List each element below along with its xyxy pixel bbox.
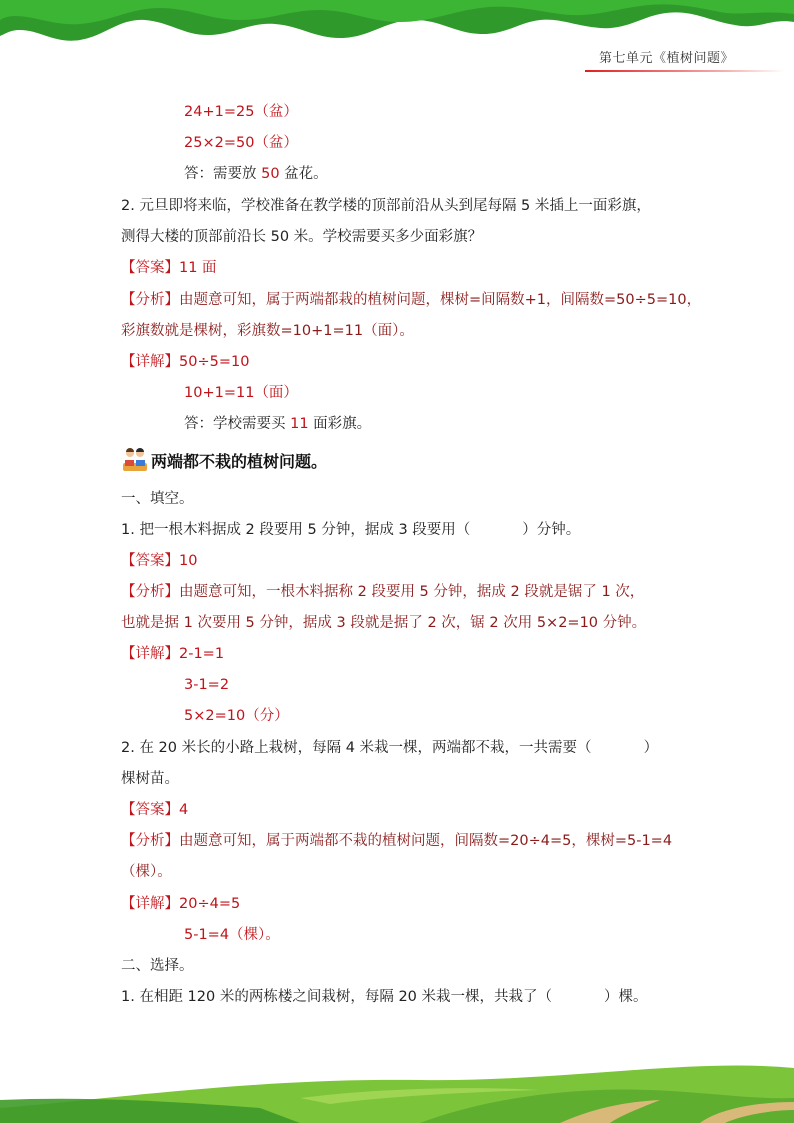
section-title: 两端都不栽的植树问题 (151, 451, 312, 471)
detail-answer: 答：学校需要买 11 面彩旗。 (184, 416, 372, 432)
detail-row: 【详解】20÷4=5 (121, 896, 241, 912)
detail-line: 5-1=4（棵）。 (184, 927, 280, 943)
header-underline (585, 70, 785, 72)
analysis-row: 【分析】由题意可知，属于两端都栽的植树问题，棵树=间隔数+1，间隔数=50÷5=10， (121, 292, 702, 308)
reading-kids-icon (121, 447, 149, 473)
detail-line: 10+1=11（面） (184, 385, 298, 401)
question-2: 2. 元旦即将来临，学校准备在教学楼的顶部前沿从头到尾每隔 5 米插上一面彩旗， (121, 198, 651, 214)
bottom-grass-decoration (0, 1038, 794, 1123)
fill-question-2-cont: 棵树苗。 (121, 771, 179, 787)
detail-line: 5×2=10（分） (184, 708, 289, 724)
choice-heading: 二、选择。 (121, 958, 194, 974)
analysis-row: 【分析】由题意可知，一根木料据称 2 段要用 5 分钟，据成 2 段就是锯了 1 次， (121, 584, 645, 600)
fill-question-2: 2. 在 20 米长的小路上栽树，每隔 4 米栽一棵，两端都不栽，一共需要（ ） (121, 740, 659, 756)
choice-question-1: 1. 在相距 120 米的两栋楼之间栽树，每隔 20 米栽一棵，共栽了（ ）棵。 (121, 989, 648, 1005)
calc-line: 24+1=25（盆） (184, 104, 298, 120)
detail-row: 【详解】2-1=1 (121, 646, 225, 662)
section-heading: 两端都不栽的植树问题 。 (121, 446, 327, 474)
question-2-cont: 测得大楼的顶部前沿长 50 米。学校需要买多少面彩旗？ (121, 229, 483, 245)
analysis-cont: 彩旗数就是棵树，彩旗数=10+1=11（面）。 (121, 323, 414, 339)
fill-heading: 一、填空。 (121, 491, 194, 507)
analysis-cont: 也就是据 1 次要用 5 分钟，据成 3 段就是据了 2 次，锯 2 次用 5×2=10 分钟。 (121, 615, 647, 631)
analysis-cont: （棵）。 (121, 864, 172, 880)
answer-sentence: 答：需要放 50 盆花。 (184, 166, 328, 182)
answer-row: 【答案】11 面 (121, 260, 217, 276)
unit-title: 第七单元《植树问题》 (598, 51, 734, 66)
answer-row: 【答案】4 (121, 802, 189, 818)
answer-row: 【答案】10 (121, 553, 198, 569)
calc-line: 25×2=50（盆） (184, 135, 298, 151)
detail-line: 3-1=2 (184, 677, 230, 693)
fill-question-1: 1. 把一根木料据成 2 段要用 5 分钟，据成 3 段要用（ ）分钟。 (121, 522, 581, 538)
analysis-row: 【分析】由题意可知，属于两端都不栽的植树问题，间隔数=20÷4=5，棵树=5-1=4 (121, 833, 673, 849)
detail-row: 【详解】50÷5=10 (121, 354, 250, 370)
